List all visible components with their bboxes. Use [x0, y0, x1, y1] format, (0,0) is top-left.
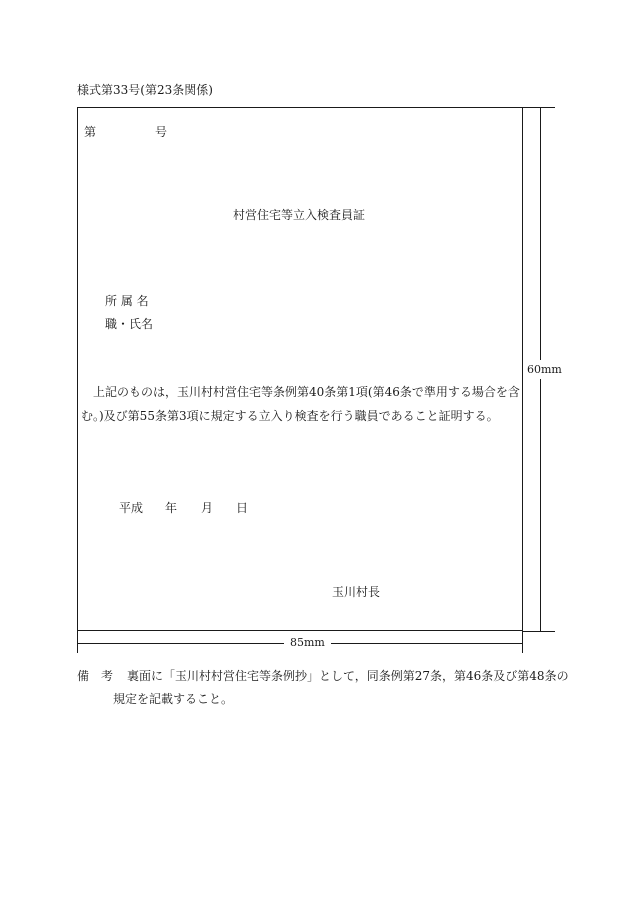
- date-era: 平成: [119, 501, 144, 515]
- date-month: 月: [201, 501, 214, 515]
- width-dimension-label: 85mm: [284, 637, 331, 648]
- notes-text-line-2: 規定を記載すること。: [113, 692, 234, 706]
- notes-text-line-1: 裏面に「玉川村村営住宅等条例抄」として，同条例第27条，第46条及び第48条の: [127, 669, 569, 683]
- affiliation-label: 所 属 名: [105, 294, 149, 308]
- form-number-title: 様式第33号(第23条関係): [77, 83, 213, 97]
- date-year: 年: [165, 501, 178, 515]
- notes-label: 備 考: [77, 669, 114, 683]
- name-label: 職・氏名: [105, 317, 154, 331]
- inspector-id-card: [77, 107, 523, 631]
- card-number-label-right: 号: [155, 125, 168, 139]
- card-number-label-left: 第: [84, 125, 97, 139]
- height-dimension-label: 60mm: [527, 360, 562, 379]
- width-dimension-right-extension: [522, 631, 523, 653]
- card-title: 村営住宅等立入検査員証: [233, 208, 366, 222]
- certification-text-line-2: む。)及び第55条第3項に規定する立入り検査を行う職員であること証明する。: [81, 409, 499, 423]
- width-dimension-left-extension: [77, 631, 78, 653]
- height-dimension-bottom-extension: [523, 631, 555, 632]
- certification-text-line-1: 上記のものは，玉川村村営住宅等条例第40条第1項(第46条で準用する場合を含: [93, 385, 520, 399]
- height-dimension-top-extension: [523, 107, 555, 108]
- issuer-signature: 玉川村長: [332, 585, 381, 599]
- date-day: 日: [236, 501, 249, 515]
